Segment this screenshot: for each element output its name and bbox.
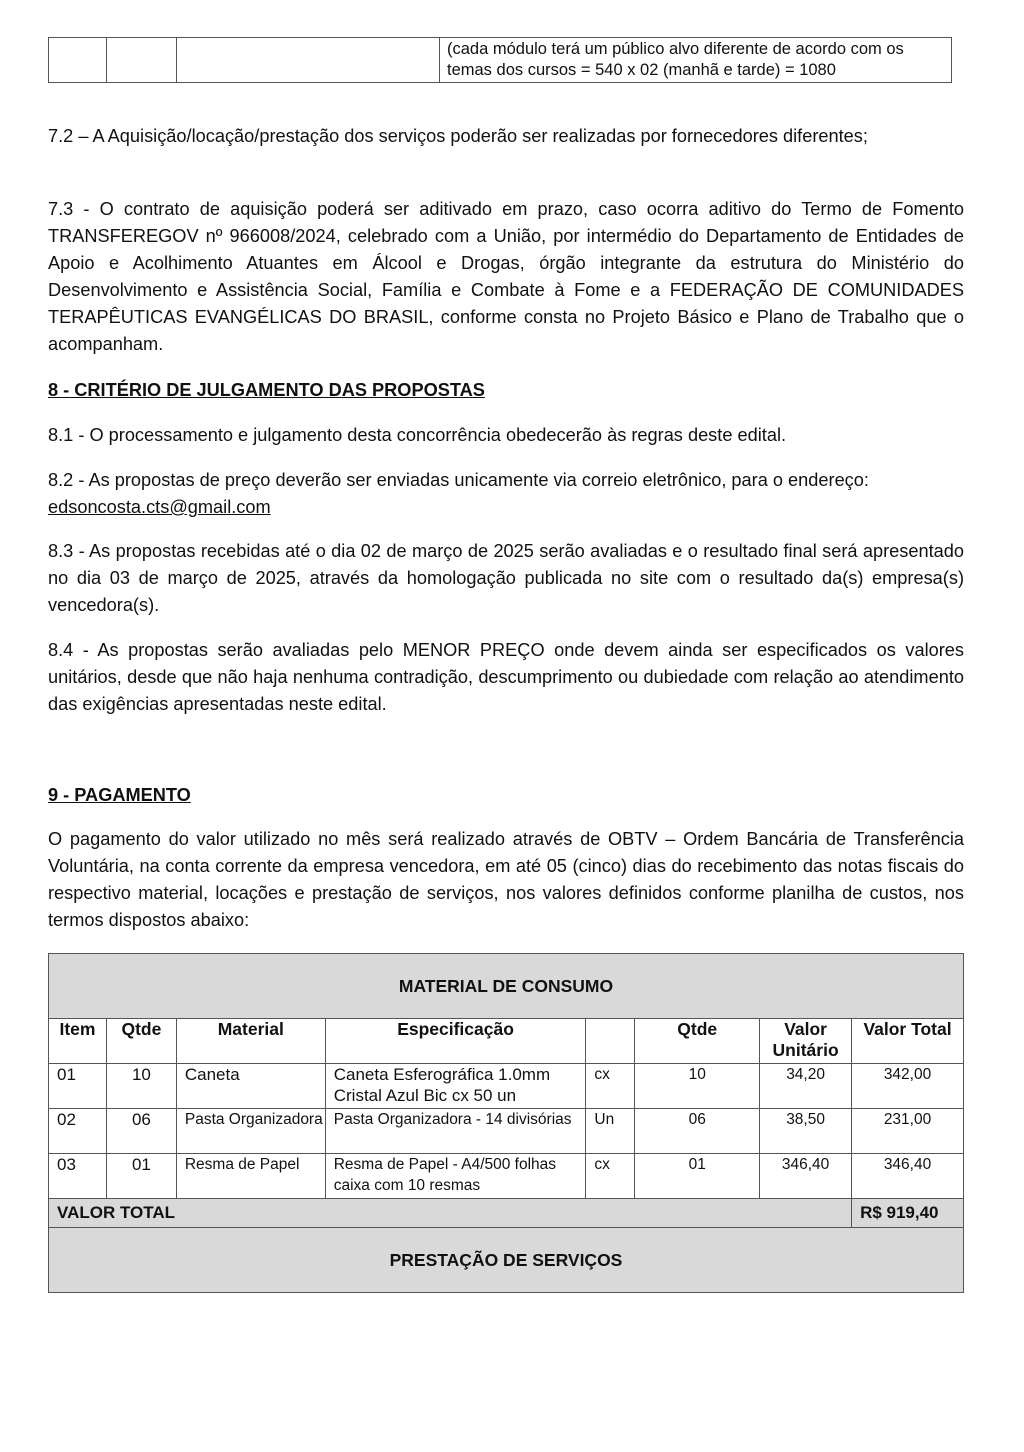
- table-header-row: [49, 1019, 964, 1064]
- cell-total-value: 346,40: [852, 1154, 964, 1199]
- section-heading-9: 9 - PAGAMENTO: [48, 785, 191, 805]
- total-row: [49, 1199, 964, 1228]
- paragraph-9: O pagamento do valor utilizado no mês será realizado através de OBTV – Ordem Bancária de Transferência Voluntária, na conta corrente da empresa vencedora, em até 05 (cinco) dias do recebimento das notas fiscais do respectivo material, locações e prestação de serviços, nos valores definidos conforme planilha de custos, nos termos dispostos abaixo:: [48, 829, 964, 930]
- table-cell-audience-note: (cada módulo terá um público alvo diferente de acordo com os temas dos cursos = 540 x 02 (manhã e tarde) = 1080: [440, 38, 952, 83]
- cell-spec: Pasta Organizadora - 14 divisórias: [325, 1109, 586, 1154]
- paragraph-8-4: 8.4 - As propostas serão avaliadas pelo MENOR PREÇO onde devem ainda ser especificados os valores unitários, desde que não haja nenhuma contradição, descumprimento ou dubiedade com relação ao atendimento das exigências apresentadas neste edital.: [48, 640, 964, 714]
- cell-material: Resma de Papel: [176, 1154, 325, 1199]
- table-row: [49, 1154, 964, 1199]
- material-consumo-table: [48, 953, 964, 1293]
- cell-unit: cx: [586, 1064, 635, 1109]
- cell-total-value: 342,00: [852, 1064, 964, 1109]
- table-cell: [107, 38, 177, 83]
- paragraph-8-2-text: 8.2 - As propostas de preço deverão ser enviadas unicamente via correio eletrônico, para o endereço:: [48, 470, 869, 490]
- paragraph-7-2: 7.2 – A Aquisição/locação/prestação dos serviços poderão ser realizadas por fornecedores diferentes;: [48, 126, 868, 146]
- paragraph-8-3: 8.3 - As propostas recebidas até o dia 02 de março de 2025 serão avaliadas e o resultado final será apresentado no dia 03 de março de 2025, através da homologação publicada no site com o resultado da(s) empresa(s) vencedora(s).: [48, 541, 964, 615]
- cell-qtde-2: 06: [635, 1109, 760, 1154]
- cell-qtde: 10: [106, 1064, 176, 1109]
- section-heading-8: 8 - CRITÉRIO DE JULGAMENTO DAS PROPOSTAS: [48, 380, 485, 400]
- cell-item: 03: [49, 1154, 107, 1199]
- total-label: VALOR TOTAL: [49, 1199, 852, 1228]
- paragraph-8-1: 8.1 - O processamento e julgamento desta concorrência obedecerão às regras deste edital.: [48, 425, 787, 445]
- table-cell: [49, 38, 107, 83]
- cell-unit: cx: [586, 1154, 635, 1199]
- table-row: [49, 38, 952, 83]
- cell-spec: Caneta Esferográfica 1.0mm Cristal Azul Bic cx 50 un: [325, 1064, 586, 1109]
- cell-spec: Resma de Papel - A4/500 folhas caixa com 10 resmas: [325, 1154, 586, 1199]
- next-section-title: PRESTAÇÃO DE SERVIÇOS: [49, 1228, 964, 1293]
- cell-item: 01: [49, 1064, 107, 1109]
- paragraph-7-3: 7.3 - O contrato de aquisição poderá ser aditivado em prazo, caso ocorra aditivo do Termo de Fomento TRANSFEREGOV nº 966008/2024, celebrado com a União, por intermédio do Departamento de Entidades de Apoio e Acolhimento Atuantes em Álcool e Drogas, órgão integrante da estrutura do Ministério do Desenvolvimento e Assistência Social, Família e Combate à Fome e a FEDERAÇÃO DE COMUNIDADES TERAPÊUTICAS EVANGÉLICAS DO BRASIL, conforme consta no Projeto Básico e Plano de Trabalho que o acompanham.: [48, 199, 964, 354]
- table-title: MATERIAL DE CONSUMO: [49, 954, 964, 1019]
- cell-qtde-2: 10: [635, 1064, 760, 1109]
- column-header-qtde: Qtde: [106, 1019, 176, 1064]
- column-header-unit: [586, 1019, 635, 1064]
- cell-item: 02: [49, 1109, 107, 1154]
- table-row: [49, 1109, 964, 1154]
- table-row: [49, 1064, 964, 1109]
- column-header-valor-unitario: Valor Unitário: [760, 1019, 852, 1064]
- total-value: R$ 919,40: [852, 1199, 964, 1228]
- cell-qtde-2: 01: [635, 1154, 760, 1199]
- cell-qtde: 06: [106, 1109, 176, 1154]
- column-header-especificacao: Especificação: [325, 1019, 586, 1064]
- cell-unit-value: 34,20: [760, 1064, 852, 1109]
- cell-material: Caneta: [176, 1064, 325, 1109]
- paragraph-8-2: [48, 467, 964, 521]
- column-header-valor-total: Valor Total: [852, 1019, 964, 1064]
- table-cell: [177, 38, 440, 83]
- cell-material: Pasta Organizadora: [176, 1109, 325, 1154]
- email-link[interactable]: edsoncosta.cts@gmail.com: [48, 497, 271, 517]
- column-header-material: Material: [176, 1019, 325, 1064]
- previous-table-fragment: [48, 37, 952, 83]
- column-header-item: Item: [49, 1019, 107, 1064]
- cell-unit: Un: [586, 1109, 635, 1154]
- cell-total-value: 231,00: [852, 1109, 964, 1154]
- cell-qtde: 01: [106, 1154, 176, 1199]
- column-header-qtde-2: Qtde: [635, 1019, 760, 1064]
- cell-unit-value: 346,40: [760, 1154, 852, 1199]
- cell-unit-value: 38,50: [760, 1109, 852, 1154]
